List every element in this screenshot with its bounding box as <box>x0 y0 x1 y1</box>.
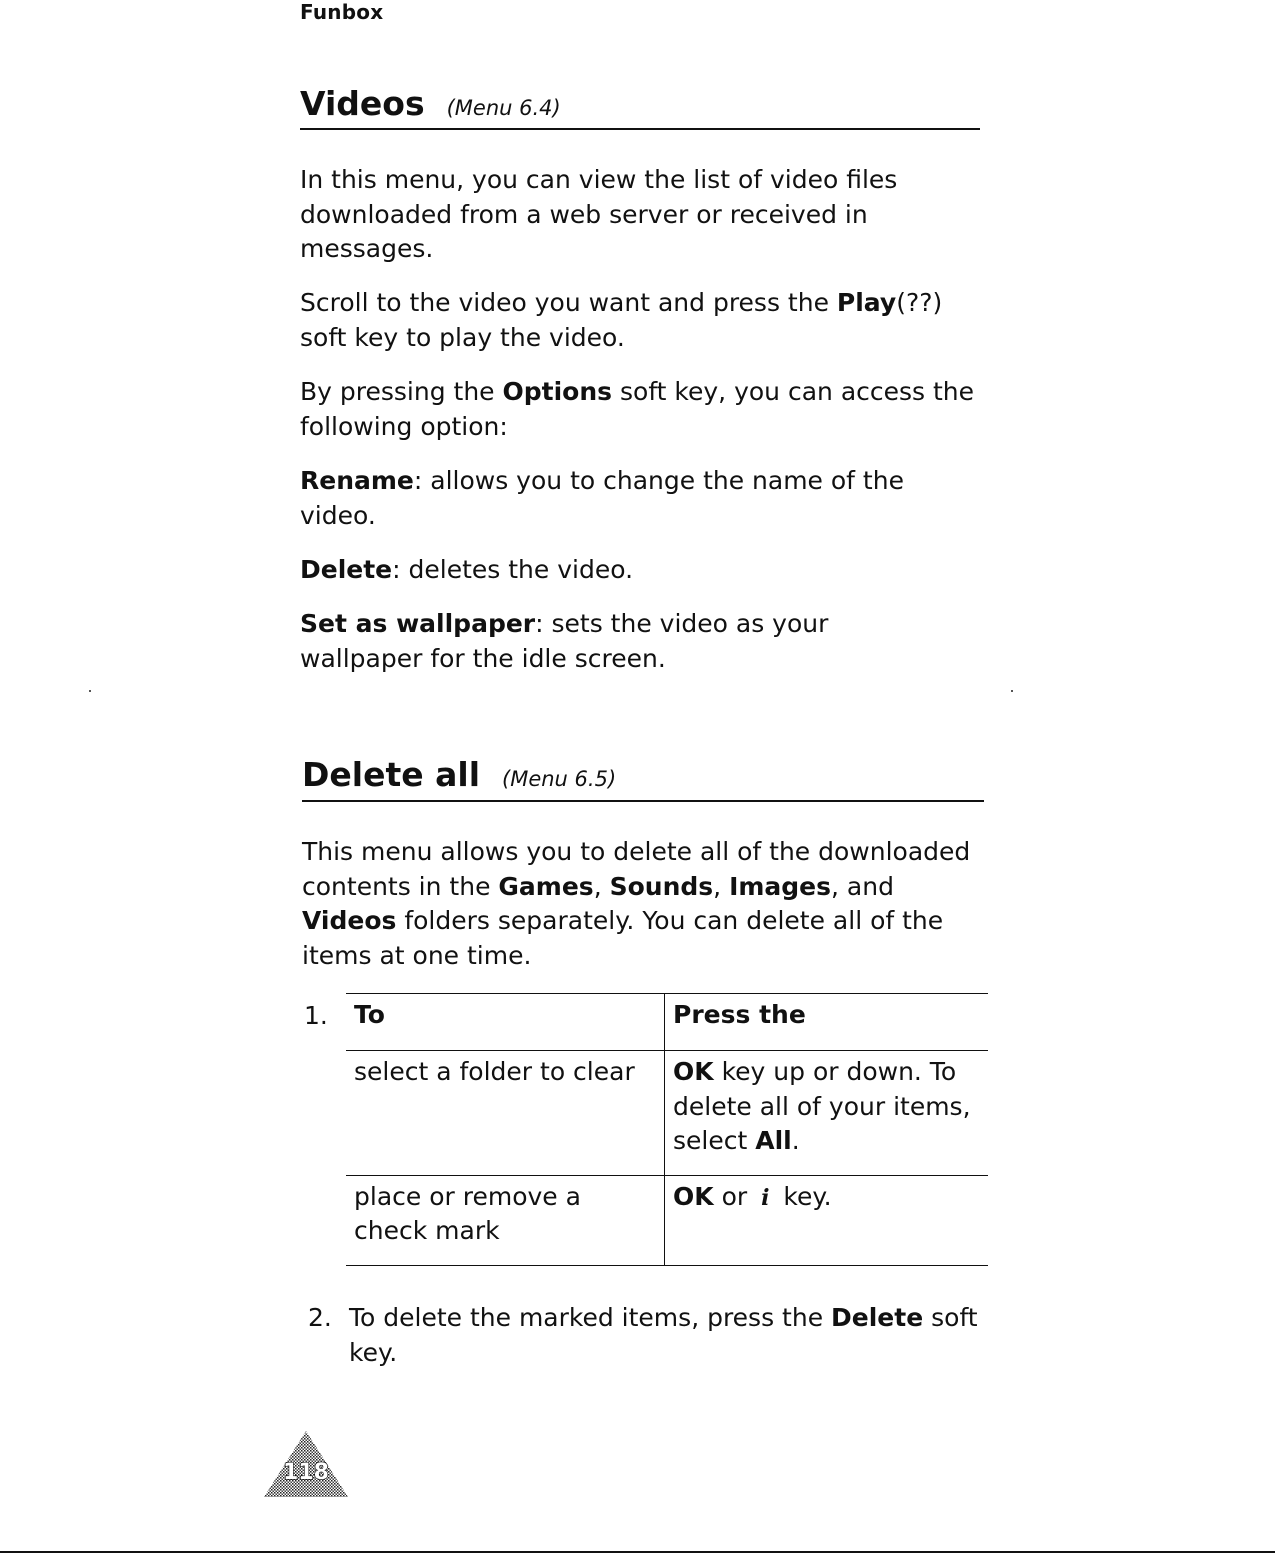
chapter-header: Funbox <box>300 0 384 24</box>
option-desc: : sets the video as your wallpaper for the idle screen. <box>300 609 829 673</box>
videos-options-paragraph <box>300 375 980 444</box>
delete-all-menu-ref: (Menu 6.5) <box>502 767 617 791</box>
intro-text: This menu allows you to delete all of the downloaded contents in the <box>302 837 971 901</box>
videos-intro: In this menu, you can view the list of video files downloaded from a web server or received in messages. <box>300 165 898 263</box>
page-bottom-rule <box>0 1551 1275 1553</box>
options-text-before: By pressing the <box>300 377 503 406</box>
table-cell-keys <box>665 1051 989 1176</box>
table-cell-keys <box>665 1175 989 1265</box>
delete-key: Delete <box>831 1303 924 1332</box>
steps-table <box>346 993 988 1266</box>
play-text-before: Scroll to the video you want and press the <box>300 288 837 317</box>
page-number: 118 <box>283 1460 329 1485</box>
ok-key: OK <box>673 1181 714 1211</box>
videos-folder: Videos <box>302 906 397 935</box>
intro-separator: , <box>593 871 610 901</box>
option-item-delete <box>300 553 950 588</box>
cell-text: key up or down. To delete all of your items, select <box>673 1057 971 1155</box>
options-text-after: soft key, you can access the following option: <box>300 377 975 441</box>
images-folder: Images <box>729 871 832 901</box>
intro-separator: , <box>713 871 722 901</box>
option-item-set-as-wallpaper <box>300 607 900 676</box>
column-header-press: Press the <box>665 994 989 1051</box>
option-desc: : allows you to change the name of the video. <box>300 466 904 530</box>
option-term: Set as wallpaper <box>300 609 536 638</box>
scan-speck <box>89 690 91 692</box>
step-2-text <box>349 1301 979 1370</box>
play-key: Play <box>836 288 897 317</box>
table-cell-action: select a folder to clear <box>346 1051 665 1176</box>
games-folder: Games <box>498 871 594 901</box>
column-header-to: To <box>346 994 665 1051</box>
option-term: Rename <box>300 466 414 495</box>
play-text-rest: soft key to play the video. <box>300 322 625 352</box>
delete-all-heading-rule <box>302 800 984 802</box>
option-desc: : deletes the video. <box>392 555 634 584</box>
option-item-rename <box>300 464 950 533</box>
intro-separator: , and <box>831 871 894 901</box>
sounds-folder: Sounds <box>609 871 714 901</box>
page-number-badge <box>262 1429 350 1499</box>
all-option: All <box>755 1126 792 1155</box>
step-2-number: 2. <box>308 1303 332 1332</box>
step-text: To delete the marked items, press the <box>349 1303 832 1332</box>
delete-all-title: Delete all <box>302 755 481 794</box>
table-row <box>346 1051 988 1176</box>
delete-all-heading <box>302 755 616 794</box>
play-key-glyph: (??) <box>896 288 943 317</box>
cell-text: key. <box>775 1181 832 1211</box>
options-key: Options <box>502 377 613 406</box>
option-term: Delete <box>300 555 393 584</box>
scan-speck <box>1011 690 1013 692</box>
cell-text: . <box>791 1126 800 1155</box>
videos-menu-ref: (Menu 6.4) <box>446 96 561 120</box>
table-header-row <box>346 994 988 1051</box>
table-cell-action: place or remove a check mark <box>346 1175 665 1265</box>
videos-heading <box>300 84 561 123</box>
delete-all-intro <box>302 835 972 973</box>
info-key-icon: i <box>761 1184 770 1211</box>
cell-text: or <box>713 1181 756 1211</box>
table-row <box>346 1175 988 1265</box>
videos-title: Videos <box>300 84 425 123</box>
ok-key: OK <box>673 1057 714 1086</box>
step-text: soft key. <box>349 1303 978 1367</box>
videos-heading-rule <box>300 128 980 130</box>
videos-play-paragraph <box>300 286 990 355</box>
step-1-number: 1. <box>304 1001 328 1030</box>
intro-text: folders separately. You can delete all of the items at one time. <box>302 906 944 970</box>
